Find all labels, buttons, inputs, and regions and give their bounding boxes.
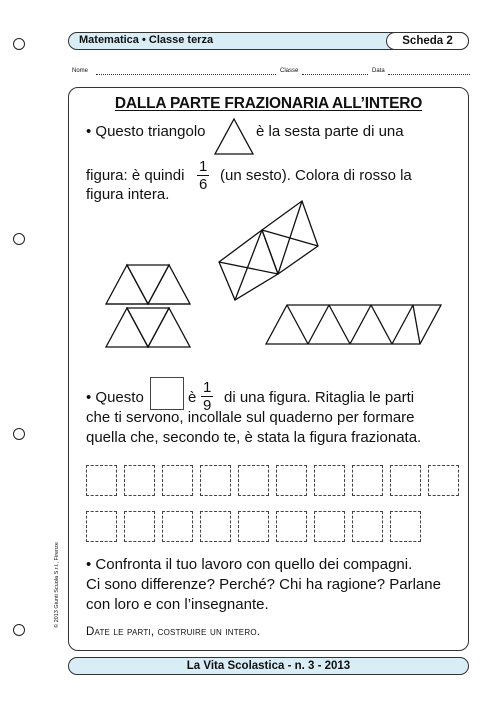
ex2-line1-is: è xyxy=(188,389,197,406)
binder-hole-4 xyxy=(13,624,25,636)
date-field[interactable] xyxy=(388,74,470,75)
cutout-square[interactable] xyxy=(238,511,269,542)
trapezoid-figure-bottom[interactable] xyxy=(104,306,204,350)
cutout-square[interactable] xyxy=(86,511,117,542)
ex1-line1-start: • Questo triangolo xyxy=(86,123,206,140)
cutout-square[interactable] xyxy=(200,465,231,496)
fraction-denominator: 9 xyxy=(203,397,212,414)
cutout-square[interactable] xyxy=(238,465,269,496)
cutout-square[interactable] xyxy=(124,511,155,542)
ex2-line2: che ti servono, incollale sul quaderno per formare xyxy=(86,409,415,426)
name-label: Nome xyxy=(72,68,89,74)
cutout-square[interactable] xyxy=(390,465,421,496)
summary-note: Date le parti, costruire un intero. xyxy=(86,626,261,638)
name-field[interactable] xyxy=(96,74,276,75)
binder-hole-3 xyxy=(13,428,25,440)
class-label: Classe xyxy=(280,68,299,74)
trapezoid-figure-top[interactable] xyxy=(104,263,204,307)
binder-hole-1 xyxy=(13,38,25,50)
worksheet-title: DALLA PARTE FRAZIONARIA ALL’INTERO xyxy=(114,95,423,112)
sample-triangle xyxy=(214,118,254,156)
fraction-numerator: 1 xyxy=(203,379,212,396)
cutout-square[interactable] xyxy=(276,511,307,542)
ex3-line1: • Confronta il tuo lavoro con quello dei compagni. xyxy=(86,556,413,573)
cutout-square[interactable] xyxy=(352,511,383,542)
ex3-line2: Ci sono differenze? Perché? Chi ha ragione? Parlane xyxy=(86,576,441,593)
fraction-one-sixth xyxy=(197,158,209,193)
cutout-square[interactable] xyxy=(314,465,345,496)
cutout-square[interactable] xyxy=(124,465,155,496)
cutout-square[interactable] xyxy=(162,465,193,496)
ex1-line2-start: figura: è quindi xyxy=(86,167,185,184)
class-field[interactable] xyxy=(302,74,368,75)
cutout-square[interactable] xyxy=(390,511,421,542)
ex1-line1-end: è la sesta parte di una xyxy=(256,123,404,140)
ex1-line3: figura intera. xyxy=(86,186,170,203)
ex2-line1-start: • Questo xyxy=(86,389,144,406)
fraction-denominator: 6 xyxy=(199,176,208,193)
cutout-square[interactable] xyxy=(162,511,193,542)
cutout-square[interactable] xyxy=(200,511,231,542)
ex1-line2-end: (un sesto). Colora di rosso la xyxy=(220,167,412,184)
ex2-line3: quella che, secondo te, è stata la figura frazionata. xyxy=(86,429,422,446)
date-label: Data xyxy=(372,68,385,74)
subject-label: Matematica • Classe terza xyxy=(79,34,214,46)
ex2-line1-end: di una figura. Ritaglia le parti xyxy=(224,389,415,406)
sheet-tab: Scheda 2 xyxy=(386,32,469,50)
ex3-line3: con loro e con l’insegnante. xyxy=(86,596,269,613)
cutout-square[interactable] xyxy=(86,465,117,496)
parallelogram-strip-figure[interactable] xyxy=(264,303,444,347)
copyright-notice: © 2013 Giunti Scuola S.r.l., Firenze xyxy=(54,542,60,628)
cutout-square[interactable] xyxy=(276,465,307,496)
cutout-square[interactable] xyxy=(314,511,345,542)
binder-hole-2 xyxy=(13,233,25,245)
header-bar xyxy=(68,32,469,50)
rhombus-strip-figure[interactable] xyxy=(218,200,328,300)
cutout-square[interactable] xyxy=(352,465,383,496)
unit-square-sample xyxy=(150,377,184,410)
footer-bar: La Vita Scolastica - n. 3 - 2013 xyxy=(68,657,469,675)
fraction-numerator: 1 xyxy=(199,158,208,175)
cutout-square[interactable] xyxy=(428,465,459,496)
